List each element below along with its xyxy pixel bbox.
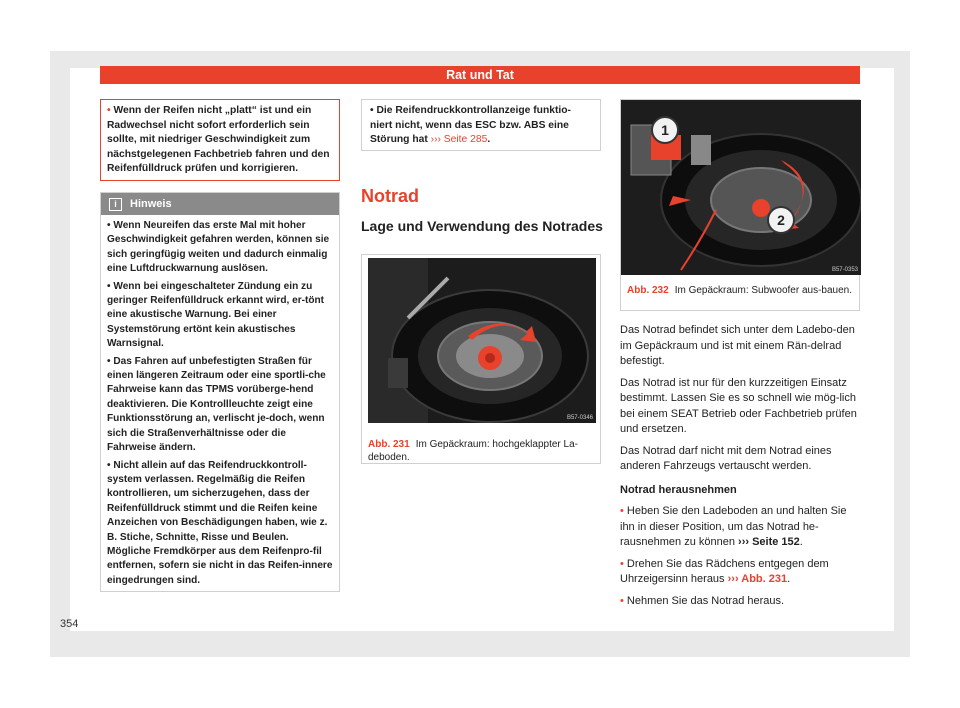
note-header	[101, 193, 339, 215]
figure-label: Abb. 231	[368, 439, 410, 450]
note-title: Hinweis	[130, 198, 172, 210]
note-body	[101, 215, 339, 595]
section-title: Notrad	[361, 186, 419, 206]
body-text	[620, 323, 860, 615]
info-box: • Die Reifendruckkontrollanzeige funktio-niert nicht, wenn das ESC bzw. ABS eine Störung hat ››› Seite 285.	[361, 99, 601, 151]
note-box	[100, 192, 340, 592]
step-item: • Heben Sie den Ladeboden an und halten Sie ihn in dieser Position, um das Notrad he-rausnehmen zu können ››› Seite 152.	[620, 505, 847, 548]
marker-1: 1	[661, 122, 669, 138]
step-item: • Drehen Sie das Rädchens entgegen dem Uhrzeigersinn heraus ››› Abb. 231.	[620, 557, 829, 585]
section-subtitle: Lage und Verwendung des Notrades	[361, 218, 603, 234]
info-text: Die Reifendruckkontrollanzeige funktio-niert nicht, wenn das ESC bzw. ABS eine Störung hat	[370, 105, 571, 146]
paragraph: Das Notrad darf nicht mit dem Notrad eines anderen Fahrzeugs vertauscht werden.	[620, 444, 832, 472]
paragraph: Das Notrad befindet sich unter dem Ladebo-den im Gepäckraum und ist mit einem Rän-delrad befestigt.	[620, 324, 855, 367]
step-link[interactable]: ››› Abb. 231	[727, 573, 788, 585]
note-item: • Das Fahren auf unbefestigten Straßen für einen längeren Zeitraum oder eine sportli-che Fahrweise kann das TPMS vorüberge-hend deaktivieren. Die Kontrollleuchte zeigt eine Funktionsstörung an, verlischt je-doch, wenn sich die Straßenverhältnisse oder die Fahrweise ändern.	[107, 355, 326, 454]
figure-231	[361, 254, 601, 464]
figure-code: B57-0353	[831, 267, 858, 273]
info-icon: i	[109, 198, 122, 211]
note-item: • Nicht allein auf das Reifendruckkontroll-system verlassen. Regelmäßig die Reifen kontrollieren, um sicherzugehen, dass der Reifenfülldruck stimmt und die Reifen keine Anzeichen von Beschädigungen haben, wie z. B. Stiche, Schnitte, Risse und Beulen. Mögliche Fremdkörper aus dem Reifenpro-fil entfernen, sofern sie nicht in das Reifen-innere eingedrungen sind.	[107, 459, 333, 586]
figure-label: Abb. 232	[627, 285, 669, 296]
spare-wheel-photo	[368, 258, 596, 423]
paragraph: Das Notrad ist nur für den kurzzeitigen Einsatz bestimmt. Lassen Sie es so schnell wie mög-lich bei einem SEAT Betrieb oder Fachbetrieb prüfen und ersetzen.	[620, 376, 857, 435]
marker-2: 2	[777, 212, 785, 228]
page-header: Rat und Tat	[100, 66, 860, 84]
step-link[interactable]: ››› Seite 152	[738, 536, 800, 548]
step-item: • Nehmen Sie das Notrad heraus.	[620, 594, 785, 607]
subwoofer-photo	[621, 100, 861, 275]
subheading: Notrad herausnehmen	[620, 483, 737, 496]
note-item: • Wenn Neureifen das erste Mal mit hoher Geschwindigkeit gefahren werden, können sie sich geringfügig weiten und dadurch einmalig eine Luftdruckwarnung auslösen.	[107, 220, 330, 275]
page-number: 354	[60, 618, 79, 630]
warning-box	[100, 99, 340, 181]
info-link[interactable]: ››› Seite 285	[430, 134, 488, 146]
figure-caption: Abb. 232 Im Gepäckraum: Subwoofer aus-bauen.	[627, 285, 853, 296]
note-item: • Wenn bei eingeschalteter Zündung ein zu geringer Reifenfülldruck erkannt wird, er-tönt eine akustische Warnung. Bei einer Systemstörung ertönt kein akustisches Warnsignal.	[107, 280, 325, 350]
bullet-icon: •	[107, 105, 111, 116]
figure-caption: Abb. 231 Im Gepäckraum: hochgeklappter La-deboden.	[368, 439, 578, 463]
warning-text: Wenn der Reifen nicht „platt“ ist und ein Radwechsel nicht sofort erforderlich sein sollte, mit niedriger Geschwindigkeit zum nächstgelegenen Fachbetrieb fahren und den Reifenfülldruck prüfen und korrigieren.	[107, 105, 330, 175]
figure-code: B57-0346	[566, 415, 593, 421]
figure-232	[620, 99, 860, 311]
